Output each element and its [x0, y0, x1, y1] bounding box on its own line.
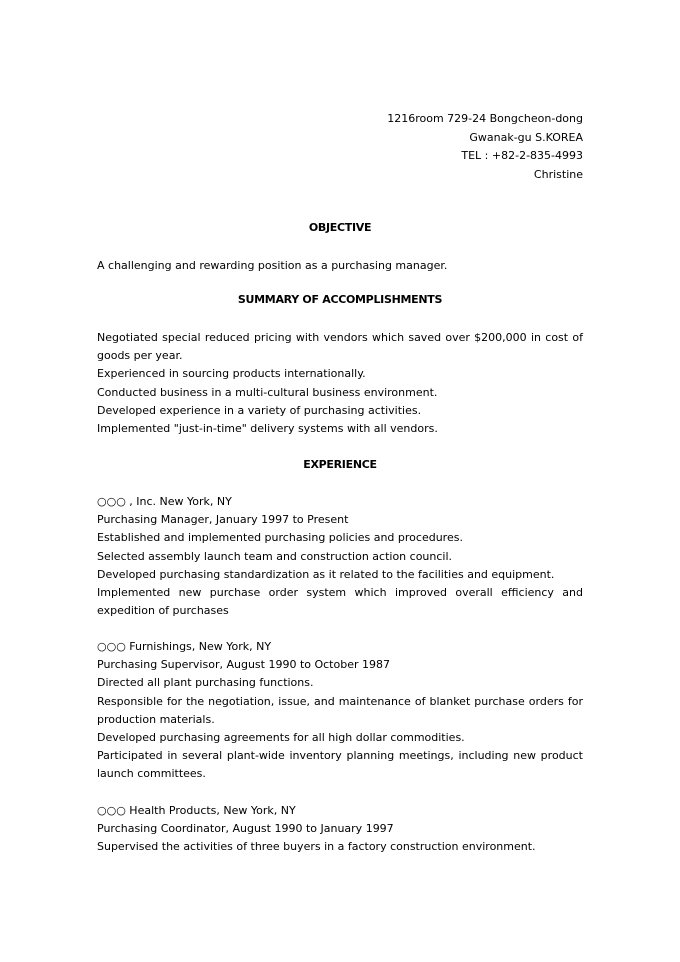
job-entry-2	[97, 638, 583, 784]
job-company: ○○○ , Inc. New York, NY	[97, 495, 232, 508]
job-company: ○○○ Health Products, New York, NY	[97, 804, 296, 817]
job-role: Purchasing Coordinator, August 1990 to January 1997	[97, 822, 394, 836]
job-duty: Developed purchasing standardization as it related to the facilities and equipment.	[97, 567, 555, 581]
job-entry-1	[97, 493, 583, 620]
job-duty: Developed purchasing agreements for all high dollar commodities.	[97, 731, 465, 745]
address-line-2: Gwanak-gu S.KOREA	[469, 130, 583, 144]
address-line-1: 1216room 729-24 Bongcheon-dong	[387, 112, 583, 125]
objective-text	[97, 257, 583, 275]
job-duty: Participated in several plant-wide inventory planning meetings, including new product launch committees.	[97, 749, 583, 781]
objective-statement: A challenging and rewarding position as a purchasing manager.	[97, 259, 448, 272]
summary-item: Implemented "just-in-time" delivery systems with all vendors.	[97, 422, 438, 436]
job-duty: Supervised the activities of three buyers in a factory construction environment.	[97, 840, 536, 854]
phone-number: TEL : +82-2-835-4993	[461, 149, 583, 162]
summary-item: Experienced in sourcing products internationally.	[97, 367, 366, 381]
summary-item: Conducted business in a multi-cultural business environment.	[97, 385, 438, 399]
job-duty: Selected assembly launch team and construction action council.	[97, 549, 453, 563]
summary-item: Developed experience in a variety of purchasing activities.	[97, 403, 422, 417]
job-duty: Directed all plant purchasing functions.	[97, 676, 314, 690]
objective-heading: OBJECTIVE	[308, 221, 372, 234]
job-duty: Implemented new purchase order system which improved overall efficiency and expedition of purchases	[97, 586, 583, 618]
summary-heading: SUMMARY OF ACCOMPLISHMENTS	[237, 293, 443, 306]
contact-block	[387, 110, 583, 184]
job-role: Purchasing Supervisor, August 1990 to October 1987	[97, 658, 390, 672]
job-entry-3	[97, 802, 583, 857]
summary-item: Negotiated special reduced pricing with vendors which saved over $200,000 in cost of goods per year.	[97, 331, 583, 363]
summary-list	[97, 329, 583, 438]
job-duty: Established and implemented purchasing policies and procedures.	[97, 531, 463, 545]
applicant-name: Christine	[533, 167, 583, 181]
job-role: Purchasing Manager, January 1997 to Present	[97, 513, 349, 527]
job-company: ○○○ Furnishings, New York, NY	[97, 640, 272, 653]
experience-heading: EXPERIENCE	[303, 458, 377, 471]
job-duty: Responsible for the negotiation, issue, and maintenance of blanket purchase orders for production materials.	[97, 694, 583, 726]
